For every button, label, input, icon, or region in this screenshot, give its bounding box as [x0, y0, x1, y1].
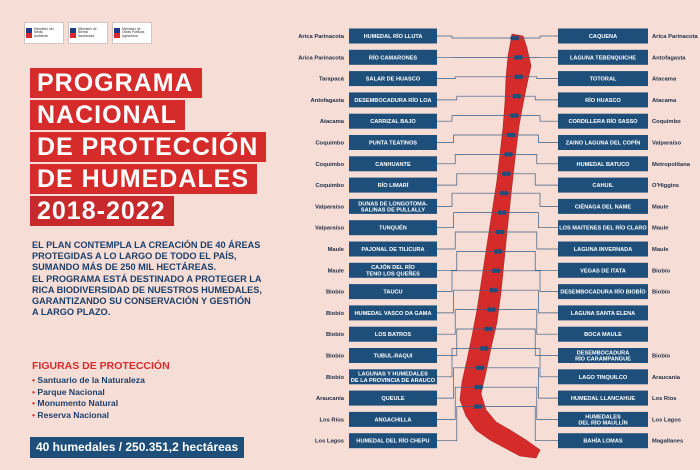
region-label: Biobío	[325, 353, 344, 360]
wetland-right-4	[558, 92, 677, 107]
wetland-name: CAJÓN DEL RÍO	[371, 265, 415, 272]
wetland-name: LOS BATROS	[374, 332, 412, 339]
connector-line	[437, 36, 513, 38]
chile-map	[460, 34, 540, 458]
region-label: Arica Parinacota	[298, 34, 344, 40]
wetland-name: DUNAS DE LONGOTOMA-	[358, 201, 428, 208]
region-label: Biobío	[652, 353, 671, 360]
region-label: Metropolitana	[652, 161, 691, 168]
region-label: Antofagasta	[310, 97, 344, 104]
region-label: Arica Parinacota	[298, 55, 344, 62]
figuras-title: FIGURAS DE PROTECCIÓN	[32, 360, 170, 372]
wetland-name: HUMEDAL LLANCAHUE	[570, 396, 636, 403]
wetland-pin	[502, 210, 507, 215]
wetland-name: HUMEDALES	[585, 414, 621, 421]
wetland-name: CORDILLERA RÍO SASSO	[568, 119, 638, 126]
ministry-logo-2: Ministerio de Bienes Nacionales	[68, 22, 108, 44]
connector-line	[490, 329, 558, 356]
wetland-right-3	[558, 71, 677, 86]
wetland-pin	[500, 230, 505, 235]
region-label: Biobío	[652, 268, 671, 275]
wetland-left-15	[326, 327, 437, 342]
title-years: 2018-2022	[30, 196, 174, 226]
wetland-name: DEL RÍO MAULLÍN	[578, 420, 628, 427]
wetland-pin	[478, 404, 483, 409]
wetland-name: SALINAS DE PULLALLY	[360, 207, 426, 214]
wetland-right-16	[558, 348, 670, 363]
connector-line	[508, 174, 558, 185]
wetland-right-17	[558, 369, 681, 384]
region-label: Los Lagos	[652, 417, 681, 424]
connector-line	[506, 193, 558, 206]
wetland-name: BOCA MAULE	[584, 332, 622, 339]
wetland-name: ANGACHILLA	[374, 417, 412, 424]
region-label: Coquimbo	[652, 119, 681, 126]
title-line-3: DE PROTECCIÓN	[30, 132, 266, 162]
wetland-left-8	[315, 178, 437, 193]
connector-line	[511, 154, 558, 163]
region-label: Araucanía	[652, 374, 681, 381]
wetland-name: CANHUANTE	[375, 161, 411, 168]
region-label: Valparaíso	[314, 225, 344, 232]
wetland-name: DESEMBOCADURA	[576, 350, 630, 357]
wetland-right-8	[558, 178, 679, 193]
wetland-left-9	[315, 199, 437, 214]
wetland-left-1	[298, 29, 437, 44]
wetland-right-12	[558, 263, 670, 278]
region-label: Valparaíso	[652, 140, 682, 147]
region-label: Coquimbo	[315, 140, 344, 147]
wetland-right-5	[558, 114, 681, 129]
wetland-name: CARRIZAL BAJO	[370, 119, 416, 126]
wetland-pin	[518, 55, 523, 60]
wetland-pin	[484, 346, 489, 351]
wetland-name: TUBUL-RAQUI	[373, 353, 413, 360]
wetland-left-10	[315, 220, 437, 235]
region-label: Atacama	[319, 119, 344, 126]
figura-item: • Monumento Natural	[32, 398, 119, 409]
connector-line	[437, 174, 504, 185]
ministry-logo-3: Ministerio de Obras Públicas Agricultura	[112, 22, 152, 44]
wetland-left-16	[326, 348, 437, 363]
region-label: Atacama	[652, 97, 677, 104]
wetland-name: TENO LOS QUEÑES	[366, 271, 420, 278]
connector-line	[437, 135, 509, 143]
wetland-name: LAGUNA TEBENQUICHE	[570, 55, 636, 62]
wetland-pin	[491, 307, 496, 312]
connector-line	[481, 387, 558, 419]
connector-line	[486, 348, 558, 376]
wetland-left-11	[328, 242, 437, 257]
region-label: Maule	[652, 247, 669, 253]
connector-line	[437, 77, 517, 79]
wetland-name: PUNTA TEATINOS	[368, 140, 418, 147]
wetland-left-13	[326, 284, 437, 299]
wetland-right-11	[558, 242, 669, 257]
connector-line	[493, 310, 558, 335]
region-label: Magallanes	[652, 438, 684, 445]
wetland-pin	[514, 113, 519, 118]
region-label: Atacama	[652, 76, 677, 83]
wetland-name: SALAR DE HUASCO	[365, 76, 421, 83]
wetland-name: TUNQUÉN	[379, 225, 407, 232]
region-label: Biobío	[325, 374, 344, 381]
wetland-right-6	[558, 135, 681, 150]
wetland-name: LAGUNA SANTA ELENA	[570, 310, 636, 317]
connector-line	[437, 96, 515, 100]
region-label: Araucanía	[315, 396, 344, 403]
wetland-pin	[508, 152, 513, 157]
wetland-name: HUMEDAL DEL RÍO CHEPU	[356, 438, 430, 445]
connector-line	[482, 368, 558, 398]
region-label: Maule	[327, 268, 344, 275]
region-label: O'Higgins	[652, 183, 680, 190]
wetland-name: LAGUNAS Y HUMEDALES	[358, 371, 428, 378]
wetland-name: CIÉNAGA DEL NAME	[574, 204, 632, 211]
wetland-right-19	[558, 412, 681, 427]
wetland-name: BAHÍA LOMAS	[583, 438, 623, 445]
region-label: Tarapacá	[318, 76, 344, 83]
region-label: Coquimbo	[315, 161, 344, 168]
wetland-right-1	[558, 29, 699, 44]
wetland-left-5	[320, 114, 437, 129]
wetland-left-7	[315, 156, 437, 171]
wetland-name: TAUCU	[383, 289, 403, 296]
region-label: Biobío	[325, 332, 344, 339]
region-label: Maule	[652, 225, 669, 232]
wetland-name: DESEMBOCADURA RÍO LOA	[354, 97, 432, 104]
program-description: EL PLAN CONTEMPLA LA CREACIÓN DE 40 ÁREAS PROTEGIDAS A LO LARGO DE TODO EL PAÍS, SUMANDO MÁS DE 250 MIL HECTÁREAS. EL PROGRAMA ESTÁ DESTINADO A PROTEGER LA RICA BIODIVERSIDAD DE NUESTROS HUMEDALES, GARANTIZANDO SU CONSERVACIÓN Y GESTIÓN A LARGO PLAZO.	[32, 240, 262, 318]
wetland-pin	[478, 385, 483, 390]
wetland-left-2	[298, 50, 437, 65]
wetland-left-4	[311, 92, 438, 107]
wetland-pin	[511, 133, 516, 138]
figura-item: • Reserva Nacional	[32, 410, 110, 421]
wetland-name: RÍO CAMARONES	[368, 55, 418, 62]
figura-item: • Parque Nacional	[32, 386, 105, 397]
ministry-logo-1: Ministerio del Medio Ambiente	[24, 22, 64, 44]
wetland-pin	[496, 268, 501, 273]
connector-line	[516, 116, 558, 122]
title-line-2: NACIONAL	[30, 100, 185, 130]
wetland-name: LAGUNA INVERNADA	[573, 247, 633, 253]
wetland-name: ZAINO LAGUNA DEL COPÍN	[565, 140, 641, 147]
wetland-name: RÍO HUASCO	[585, 97, 621, 104]
wetland-right-14	[558, 305, 648, 320]
wetland-name: DE LA PROVINCIA DE ARAUCO	[350, 377, 436, 384]
wetland-right-13	[558, 284, 670, 299]
connector-line	[498, 271, 558, 292]
wetland-pin	[488, 327, 493, 332]
connector-line	[437, 193, 502, 206]
wetland-left-12	[328, 263, 437, 278]
region-label: Maule	[652, 204, 669, 211]
wetland-pin	[498, 249, 503, 254]
region-label: Valparaíso	[314, 204, 344, 211]
wetland-name: LOS MAITENES DEL RÍO CLARO	[559, 225, 647, 232]
region-label: Los Ríos	[652, 396, 677, 403]
connector-line	[437, 116, 512, 122]
title-line-1: PROGRAMA	[30, 68, 202, 98]
wetland-right-10	[558, 220, 669, 235]
wetland-left-20	[315, 433, 437, 448]
wetland-pin	[493, 288, 498, 293]
wetland-name: HUMEDAL RÍO LLUTA	[363, 34, 423, 40]
region-label: Biobío	[652, 289, 671, 296]
wetland-name: PAJONAL DE TILICURA	[361, 247, 425, 253]
title-line-4: DE HUMEDALES	[30, 164, 257, 194]
region-label: Los Lagos	[315, 438, 344, 445]
wetland-pin	[516, 94, 521, 99]
wetland-name: VEGAS DE ITATA	[580, 268, 626, 275]
connector-line	[437, 154, 507, 163]
wetland-left-14	[326, 305, 437, 320]
wetland-pin	[518, 74, 523, 79]
wetland-pin	[506, 171, 511, 176]
wetland-right-20	[558, 433, 683, 448]
wetland-name: CAHUIL	[592, 183, 614, 190]
region-label: Biobío	[325, 289, 344, 296]
wetland-right-18	[558, 391, 676, 406]
region-label: Biobío	[325, 310, 344, 317]
wetland-name: RÍO CARAMPANGUE	[575, 356, 631, 363]
region-label: Arica Parinacota	[652, 34, 698, 40]
connector-line	[502, 232, 558, 249]
wetland-name: DESEMBOCADURA RÍO BIOBÍO	[560, 289, 646, 296]
wetland-left-19	[320, 412, 437, 427]
wetland-right-7	[558, 156, 691, 171]
wetland-left-6	[315, 135, 437, 150]
wetland-left-17	[326, 369, 437, 384]
figura-item: • Santuario de la Naturaleza	[32, 375, 145, 385]
wetland-left-18	[316, 391, 437, 406]
connector-line	[513, 135, 558, 143]
wetland-name: RÍO LIMARÍ	[377, 183, 409, 190]
wetland-name: CAQUENA	[588, 34, 618, 40]
wetland-name: HUMEDAL BATUCO	[576, 161, 630, 168]
wetland-name: HUMEDAL VASCO DA GAMA	[354, 310, 432, 317]
wetland-name: TOTORAL	[589, 76, 617, 83]
connector-line	[500, 251, 558, 270]
region-label: Los Ríos	[319, 417, 344, 424]
wetland-right-9	[558, 199, 669, 214]
wetland-pin	[504, 191, 509, 196]
wetland-name: QUEULE	[381, 396, 405, 403]
wetland-pin	[480, 365, 485, 370]
region-label: Coquimbo	[315, 183, 344, 190]
region-label: Maule	[327, 247, 344, 253]
wetland-left-3	[319, 71, 437, 86]
wetland-pin	[514, 36, 519, 41]
region-label: Antofagasta	[652, 55, 686, 62]
wetland-right-2	[558, 50, 686, 65]
connector-line	[504, 213, 558, 228]
wetland-right-15	[558, 327, 648, 342]
wetland-name: LAGO TINQUILCO	[578, 374, 628, 381]
summary-badge: 40 humedales / 250.351,2 hectáreas	[30, 437, 244, 458]
